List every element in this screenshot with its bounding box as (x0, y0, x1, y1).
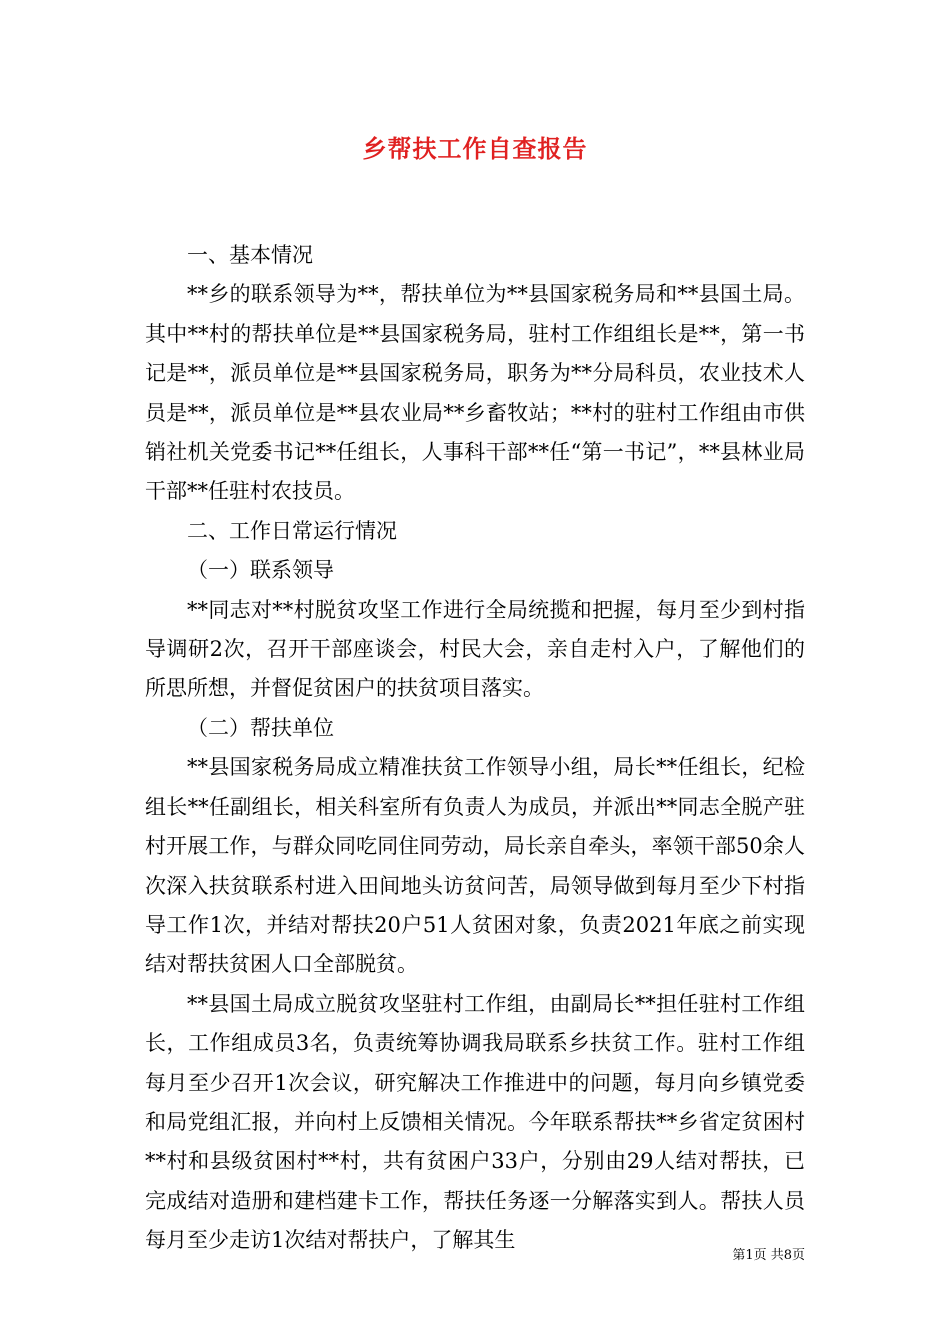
document-title: 乡帮扶工作自查报告 (362, 134, 588, 163)
section-heading-operation: 二、工作日常运行情况 (187, 518, 397, 543)
paragraph: **乡的联系领导为**，帮扶单位为**县国家税务局和**县国土局。其中**村的帮扶单位是**县国家税务局，驻村工作组组长是**，第一书记是**，派员单位是**县国家税务局，职务为**分局科员，农业技术人员是**，派员单位是**县农业局**乡畜牧站；**村的驻村工作组由市供销社机关党委书记**任组长，人事科干部**任“第一书记”，**县林业局干部**任驻村农技员。 (145, 282, 805, 504)
document-body (145, 236, 805, 1261)
paragraph: **县国家税务局成立精准扶贫工作领导小组，局长**任组长，纪检组长**任副组长，相关科室所有负责人为成员，并派出**同志全脱产驻村开展工作，与群众同吃同住同劳动，局长亲自牵头，率领干部50余人次深入扶贫联系村进入田间地头访贫问苦，局领导做到每月至少下村指导工作1次，并结对帮扶20户51人贫困对象，负责2021年底之前实现结对帮扶贫困人口全部脱贫。 (145, 755, 805, 977)
page-number: 第1页 共8页 (732, 1248, 805, 1263)
section-heading-basic: 一、基本情况 (187, 243, 313, 267)
subsection-heading-unit: （二）帮扶单位 (187, 715, 334, 740)
subsection-heading-leader: （一）联系领导 (187, 558, 334, 583)
paragraph: **县国土局成立脱贫攻坚驻村工作组，由副局长**担任驻村工作组长，工作组成员3名，负责统筹协调我局联系乡扶贫工作。驻村工作组每月至少召开1次会议，研究解决工作推进中的问题，每月向乡镇党委和局党组汇报，并向村上反馈相关情况。今年联系帮扶**乡省定贫困村**村和县级贫困村**村，共有贫困户33户，分别由29人结对帮扶，已完成结对造册和建档建卡工作，帮扶任务逐一分解落实到人。帮扶人员每月至少走访1次结对帮扶户，了解其生 (145, 991, 805, 1253)
paragraph: **同志对**村脱贫攻坚工作进行全局统揽和把握，每月至少到村指导调研2次，召开干部座谈会，村民大会，亲自走村入户，了解他们的所思所想，并督促贫困户的扶贫项目落实。 (145, 597, 805, 701)
